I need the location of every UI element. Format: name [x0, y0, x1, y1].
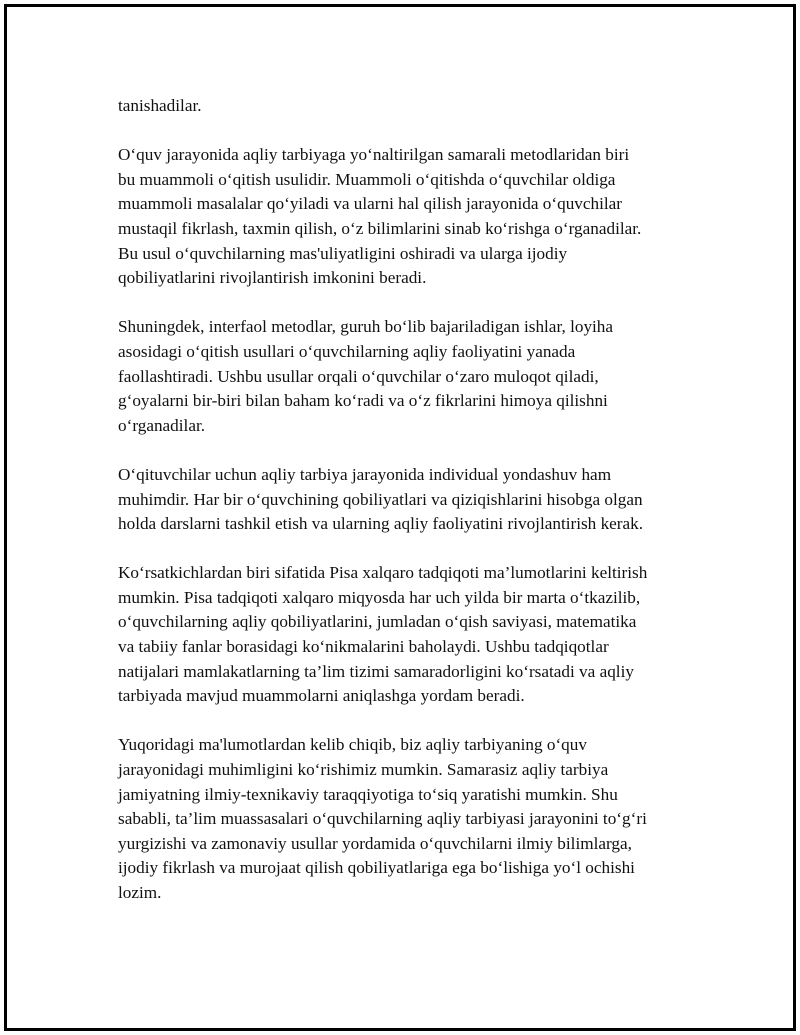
paragraph-3: Shuningdek, interfaol metodlar, guruh bo‘lib bajariladigan ishlar, loyiha asosidagi o‘qitish usullari o‘quvchilarning aqliy faoliyatini yanada faollashtiradi. Ushbu usullar orqali o‘quvchilar o‘zaro muloqot qiladi, g‘oyalarni bir-biri bilan baham ko‘radi va o‘z fikrlarini himoya qilishni o‘rganadilar. — [118, 317, 614, 435]
paragraph-4: O‘qituvchilar uchun aqliy tarbiya jarayonida individual yondashuv ham muhimdir. Har bir o‘quvchining qobiliyatlari va qiziqishlarini hisobga olgan holda darslarni tashkil etish va ularning aqliy faoliyatini rivojlantirish kerak. — [118, 464, 644, 534]
paragraph-5: Ko‘rsatkichlardan biri sifatida Pisa xalqaro tadqiqoti ma’lumotlarini keltirish mumkin. Pisa tadqiqoti xalqaro miqyosda har uch yilda bir marta o‘tkazilib, o‘quvchilarning aqliy qobiliyatlarini, jumladan o‘qish saviyasi, matematika va tabiiy fanlar borasidagi ko‘nikmalarini baholaydi. Ushbu tadqiqotlar natijalari mamlakatlarning ta’lim tizimi samaradorligini ko‘rsatadi va aqliy tarbiyada mavjud muammolarni aniqlashga yordam beradi. — [118, 563, 648, 706]
document-body — [118, 94, 688, 930]
paragraph-6: Yuqoridagi ma'lumotlardan kelib chiqib, biz aqliy tarbiyaning o‘quv jarayonidagi muhimligini ko‘rishimiz mumkin. Samarasiz aqliy tarbiya jamiyatning ilmiy-texnikaviy taraqqiyotiga to‘siq yaratishi mumkin. Shu sababli, ta’lim muassasalari o‘quvchilarning aqliy tarbiyasi jarayonini to‘g‘ri yurgizishi va zamonaviy usullar yordamida o‘quvchilarni ilmiy bilimlarga, ijodiy fikrlash va murojaat qilish qobiliyatlariga ega bo‘lishiga yo‘l ochishi lozim. — [118, 735, 647, 902]
paragraph-2: O‘quv jarayonida aqliy tarbiyaga yo‘naltirilgan samarali metodlaridan biri bu muammoli o‘qitish usulidir. Muammoli o‘qitishda o‘quvchilar oldiga muammoli masalalar qo‘yiladi va ularni hal qilish jarayonida o‘quvchilar mustaqil fikrlash, taxmin qilish, o‘z bilimlarini sinab ko‘rishga o‘rganadilar. Bu usul o‘quvchilarning mas'uliyatligini oshiradi va ularga ijodiy qobiliyatlarini rivojlantirish imkonini beradi. — [118, 145, 642, 288]
paragraph-1: tanishadilar. — [118, 96, 202, 115]
